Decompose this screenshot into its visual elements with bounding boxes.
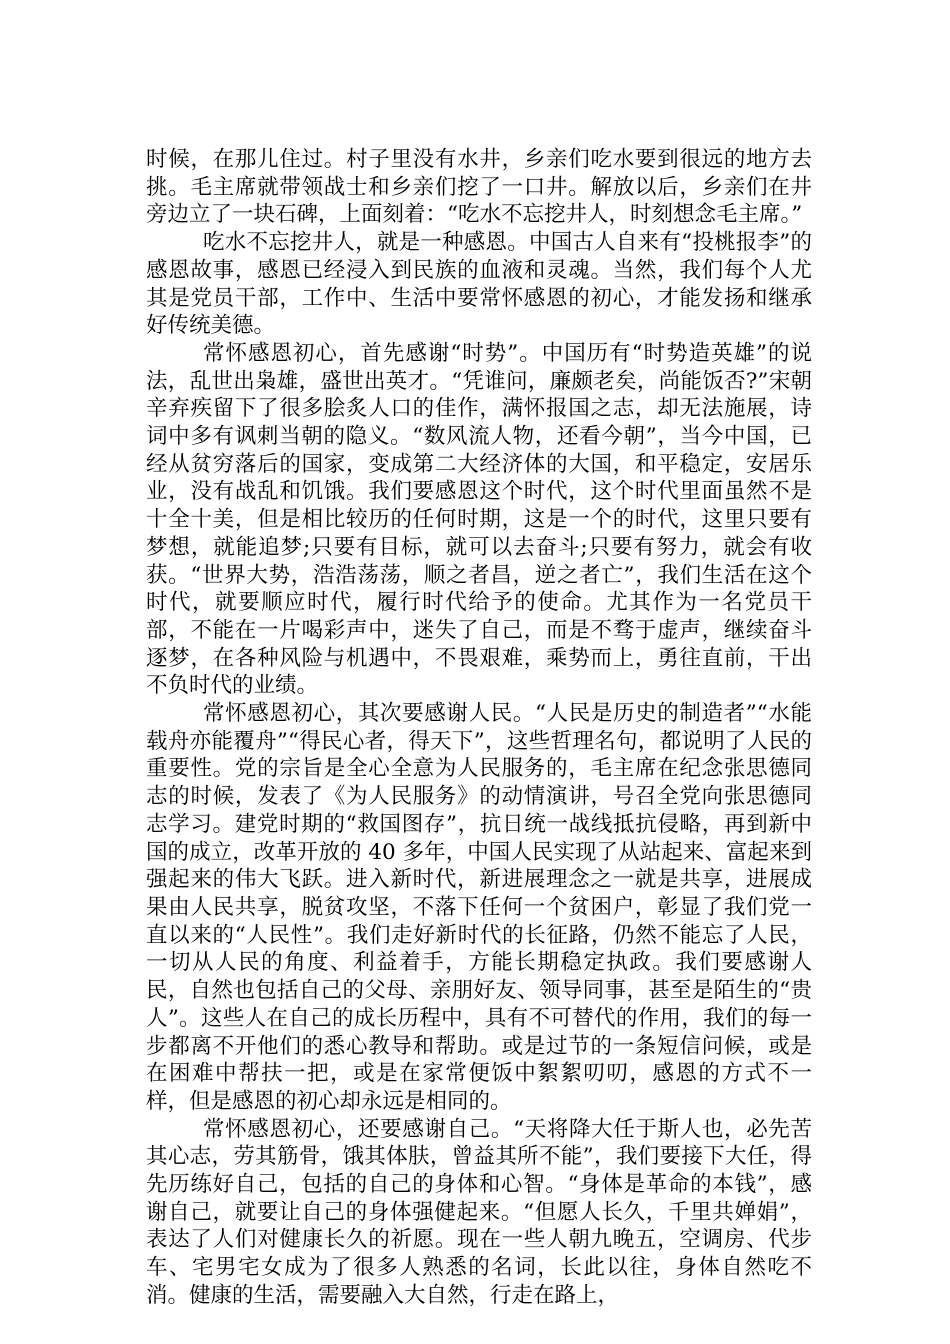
document-page xyxy=(146,146,812,1310)
paragraph-1: 时候，在那儿住过。村子里没有水井，乡亲们吃水要到很远的地方去挑。毛主席就带领战士和乡亲们挖了一口井。解放以后，乡亲们在井旁边立了一块石碑，上面刻着：“吃水不忘挖井人，时刻想念毛主席。” xyxy=(146,147,812,228)
paragraph-4: 常怀感恩初心，其次要感谢人民。“人民是历史的制造者”“水能载舟亦能覆舟”“得民心者，得天下”，这些哲理名句，都说明了人民的重要性。党的宗旨是全心全意为人民服务的，毛主席在纪念张思德同志的时候，发表了《为人民服务》的动情演讲，号召全党向张思德同志学习。建党时期的“救国图存”，抗日统一战线抵抗侵略，再到新中国的成立，改革开放的 40 多年，中国人民实现了从站起来、富起来到强起来的伟大飞跃。进入新时代，新进展理念之一就是共享，进展成果由人民共享，脱贫攻坚，不落下任何一个贫困户，彰显了我们党一直以来的“人民性”。我们走好新时代的长征路，仍然不能忘了人民，一切从人民的角度、利益着手，方能长期稳定执政。我们要感谢人民，自然也包括自己的父母、亲朋好友、领导同事，甚至是陌生的“贵人”。这些人在自己的成长历程中，具有不可替代的作用，我们的每一步都离不开他们的悉心教导和帮助。或是过节的一条短信问候，或是在困难中帮扶一把，或是在家常便饭中絮絮叨叨，感恩的方式不一样，但是感恩的初心却永远是相同的。 xyxy=(146,701,812,1114)
paragraph-2: 吃水不忘挖井人，就是一种感恩。中国古人自来有“投桃报李”的感恩故事，感恩已经浸入到民族的血液和灵魂。当然，我们每个人尤其是党员干部，工作中、生活中要常怀感恩的初心，才能发扬和继承好传统美德。 xyxy=(146,230,812,339)
paragraph-5: 常怀感恩初心，还要感谢自己。“天将降大任于斯人也，必先苦其心志，劳其筋骨，饿其体肤，曾益其所不能”，我们要接下大任，得先历练好自己，包括的自己的身体和心智。“身体是革命的本钱”，感谢自己，就要让自己的身体强健起来。“但愿人长久，千里共婵娟”，表达了人们对健康长久的祈愿。现在一些人朝九晚五，空调房、代步车、宅男宅女成为了很多人熟悉的名词，长此以往，身体自然吃不消。健康的生活，需要融入大自然，行走在路上， xyxy=(146,1116,812,1308)
paragraph-3: 常怀感恩初心，首先感谢“时势”。中国历有“时势造英雄”的说法，乱世出枭雄，盛世出英才。“凭谁问，廉颇老矣，尚能饭否?”宋朝辛弃疾留下了很多脍炙人口的佳作，满怀报国之志，却无法施展，诗词中多有讽刺当朝的隐义。“数风流人物，还看今朝”，当今中国，已经从贫穷落后的国家，变成第二大经济体的大国，和平稳定，安居乐业，没有战乱和饥饿。我们要感恩这个时代，这个时代里面虽然不是十全十美，但是相比较历的任何时期，这是一个的时代，这里只要有梦想，就能追梦;只要有目标，就可以去奋斗;只要有努力，就会有收获。“世界大势，浩浩荡荡，顺之者昌，逆之者亡”，我们生活在这个时代，就要顺应时代，履行时代给予的使命。尤其作为一名党员干部，不能在一片喝彩声中，迷失了自己，而是不骛于虚声，继续奋斗逐梦，在各种风险与机遇中，不畏艰难，乘势而上，勇往直前，干出不负时代的业绩。 xyxy=(146,340,812,699)
